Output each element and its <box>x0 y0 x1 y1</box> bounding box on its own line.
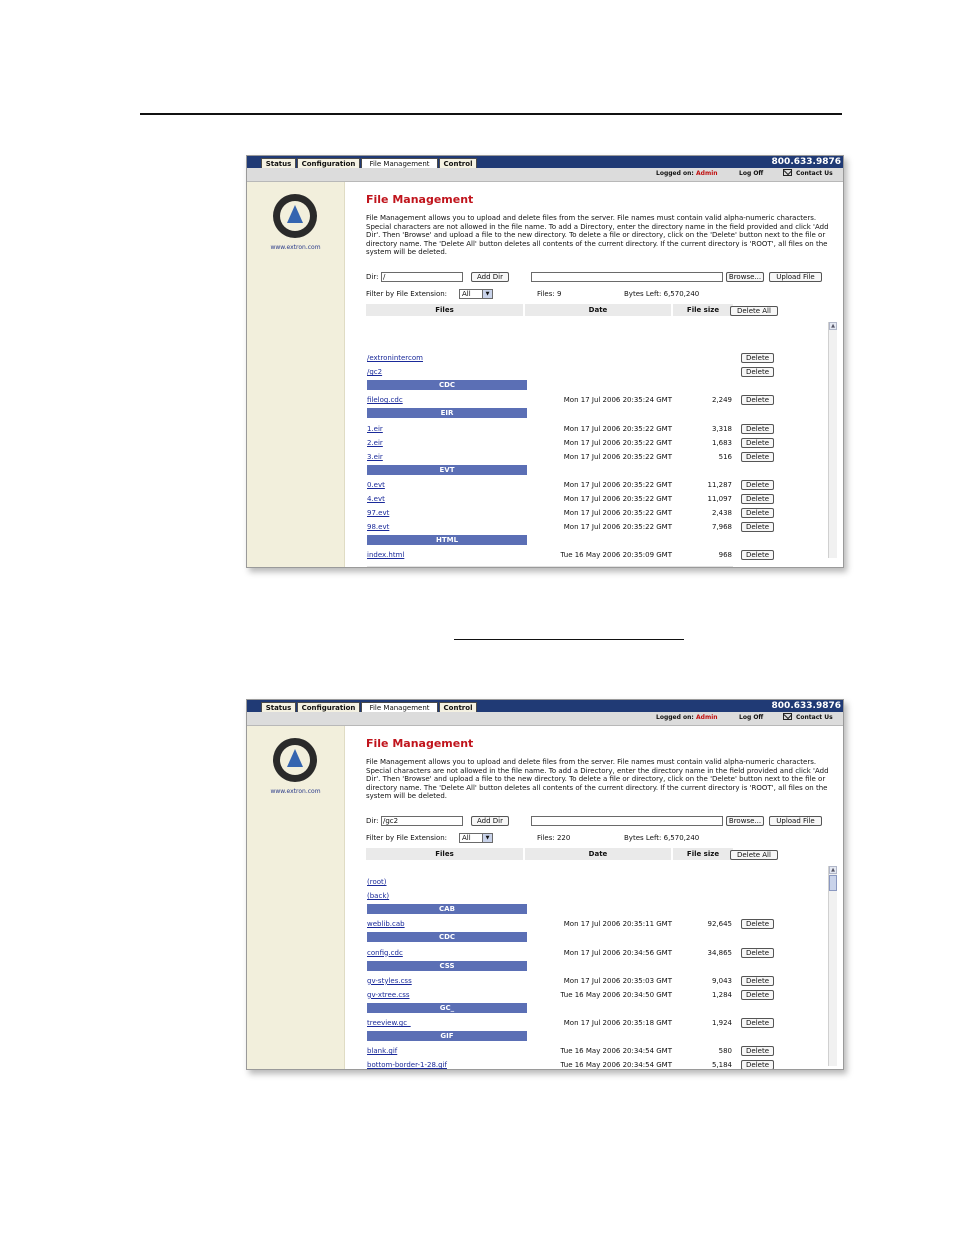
delete-button[interactable]: Delete <box>741 424 774 434</box>
column-header-date: Date <box>525 304 671 316</box>
delete-button[interactable]: Delete <box>741 367 774 377</box>
main-content <box>366 182 836 567</box>
delete-button[interactable]: Delete <box>741 550 774 560</box>
table-row <box>366 479 836 493</box>
extron-logo-icon <box>273 738 317 782</box>
file-date: Mon 17 Jul 2006 20:35:22 GMT <box>563 495 672 503</box>
website-link[interactable]: www.extron.com <box>270 788 321 795</box>
category-row <box>366 1003 836 1017</box>
page-description: File Management allows you to upload and delete files from the server. File names must contain valid alpha-numeric characters. Special characters are not allowed in the file name. To add a Directory, enter the directory name in the field provided and click 'Add Dir'. Then 'Browse' and upload a file to the new directory. To delete a file or directory, click on the 'Delete' button next to the file or directory name. The 'Delete All' button deletes all contents of the current directory. If the current directory is 'ROOT', all files on the system will be deleted. <box>366 214 829 256</box>
column-header-files: Files <box>366 848 523 860</box>
file-size: 11,287 <box>707 480 732 489</box>
bytes-left: Bytes Left: 6,570,240 <box>624 290 700 298</box>
file-size: 34,865 <box>707 948 732 957</box>
table-row <box>366 352 836 366</box>
table-row <box>366 366 836 380</box>
delete-button[interactable]: Delete <box>741 438 774 448</box>
category-row <box>366 932 836 946</box>
category-row <box>366 535 836 549</box>
file-size: 1,284 <box>711 990 732 999</box>
scroll-up-icon[interactable]: ▲ <box>829 866 837 874</box>
delete-all-button[interactable]: Delete All <box>730 306 778 316</box>
directory-nav-link[interactable]: (root) <box>367 878 387 886</box>
scroll-up-icon[interactable]: ▲ <box>829 322 837 330</box>
log-off-link[interactable]: Log Off <box>739 170 764 177</box>
table-row <box>366 1045 836 1059</box>
filter-label: Filter by File Extension: <box>366 290 448 298</box>
browse-button[interactable]: Browse... <box>726 816 764 826</box>
file-date: Tue 16 May 2006 20:34:50 GMT <box>560 990 672 999</box>
file-link[interactable]: 97.evt <box>367 509 390 518</box>
top-nav-bar <box>247 156 843 168</box>
main-content <box>366 726 836 1069</box>
log-off-link[interactable]: Log Off <box>739 714 764 721</box>
delete-button[interactable]: Delete <box>741 1018 774 1028</box>
tab-configuration[interactable]: Configuration <box>297 158 360 168</box>
table-row <box>366 394 836 408</box>
table-row <box>366 918 836 932</box>
table-row <box>366 507 836 521</box>
file-size: 5,184 <box>711 1061 732 1070</box>
table-row <box>366 437 836 451</box>
file-size: 2,249 <box>711 396 732 405</box>
status-bar <box>247 168 843 182</box>
column-header-date: Date <box>525 848 671 860</box>
file-date: Mon 17 Jul 2006 20:34:56 GMT <box>563 948 672 957</box>
tab-file-management[interactable]: File Management <box>361 702 438 712</box>
table-row <box>366 1059 836 1070</box>
browse-button[interactable]: Browse... <box>726 272 764 282</box>
delete-button[interactable]: Delete <box>741 353 774 363</box>
extron-logo-icon <box>273 194 317 238</box>
delete-all-button[interactable]: Delete All <box>730 850 778 860</box>
delete-button[interactable]: Delete <box>741 990 774 1000</box>
file-link[interactable]: treeview.gc_ <box>367 1019 411 1027</box>
sidebar <box>247 726 345 1069</box>
delete-button[interactable]: Delete <box>741 948 774 958</box>
logged-on-user: Admin <box>696 714 718 721</box>
category-label: CSS <box>367 961 527 971</box>
category-label: EVT <box>367 465 527 475</box>
file-link[interactable]: bottom-border-1-28.gif <box>367 1061 447 1070</box>
file-date: Mon 17 Jul 2006 20:35:22 GMT <box>563 523 672 532</box>
file-link[interactable]: /gc2 <box>367 368 383 377</box>
chevron-down-icon: ▼ <box>482 834 492 842</box>
nav-row <box>366 876 836 890</box>
table-row <box>366 549 836 563</box>
file-date: Tue 16 May 2006 20:35:09 GMT <box>560 551 672 560</box>
file-link[interactable]: /extronintercom <box>367 354 423 362</box>
file-link[interactable]: config.cdc <box>367 948 403 957</box>
file-link[interactable]: filelog.cdc <box>367 396 403 405</box>
file-link[interactable]: 1.eir <box>367 424 383 433</box>
file-link[interactable]: 4.evt <box>367 495 385 503</box>
table-row <box>366 493 836 507</box>
page-title: File Management <box>366 737 474 750</box>
file-list-scrollbar[interactable] <box>828 866 837 1066</box>
dir-input[interactable]: /gc2 <box>381 816 463 826</box>
file-date: Mon 17 Jul 2006 20:35:22 GMT <box>563 509 672 518</box>
file-date: Mon 17 Jul 2006 20:35:11 GMT <box>563 920 672 929</box>
delete-button[interactable]: Delete <box>741 1060 774 1070</box>
status-bar <box>247 712 843 726</box>
table-row <box>366 1017 836 1031</box>
file-date: Tue 16 May 2006 20:34:54 GMT <box>560 1061 672 1070</box>
filter-label: Filter by File Extension: <box>366 834 448 842</box>
upload-file-path-input[interactable] <box>531 272 723 282</box>
file-date: Mon 17 Jul 2006 20:35:22 GMT <box>563 424 672 433</box>
envelope-icon <box>783 713 792 720</box>
file-link[interactable]: weblib.cab <box>367 920 405 929</box>
table-row <box>366 451 836 465</box>
category-row <box>366 961 836 975</box>
file-size: 9,043 <box>711 976 732 985</box>
page-description: File Management allows you to upload and delete files from the server. File names must contain valid alpha-numeric characters. Special characters are not allowed in the file name. To add a Directory, enter the directory name in the field provided and click 'Add Dir'. Then 'Browse' and upload a file to the new directory. To delete a file or directory, click on the 'Delete' button next to the file or directory name. The 'Delete All' button deletes all contents of the current directory. If the current directory is 'ROOT', all files on the system will be deleted. <box>366 758 829 800</box>
file-size: 3,318 <box>711 424 732 433</box>
file-link[interactable]: gv-styles.css <box>367 976 412 985</box>
file-date: Mon 17 Jul 2006 20:35:18 GMT <box>563 1019 672 1027</box>
top-nav-bar <box>247 700 843 712</box>
delete-button[interactable]: Delete <box>741 976 774 986</box>
file-size: 516 <box>718 452 732 461</box>
file-size: 7,968 <box>711 523 732 532</box>
file-size: 968 <box>718 551 732 560</box>
category-row <box>366 380 836 394</box>
table-row <box>366 989 836 1003</box>
delete-button[interactable]: Delete <box>741 395 774 405</box>
category-label: CAB <box>367 904 527 914</box>
category-label: CDC <box>367 932 527 942</box>
delete-button[interactable]: Delete <box>741 1046 774 1056</box>
file-date: Mon 17 Jul 2006 20:35:22 GMT <box>563 452 672 461</box>
file-link[interactable]: 0.evt <box>367 480 385 489</box>
table-row <box>366 521 836 535</box>
file-size: 11,097 <box>707 495 732 503</box>
website-link[interactable]: www.extron.com <box>270 244 321 251</box>
page-rule-top <box>140 113 842 115</box>
envelope-icon <box>783 169 792 176</box>
filter-extension-select[interactable] <box>459 289 493 299</box>
screenshot-gc2-directory <box>246 699 844 1070</box>
tab-file-management[interactable]: File Management <box>361 158 438 168</box>
file-size: 580 <box>718 1047 732 1056</box>
file-link[interactable]: index.html <box>367 551 405 560</box>
delete-button[interactable]: Delete <box>741 919 774 929</box>
delete-button[interactable]: Delete <box>741 508 774 518</box>
delete-button[interactable]: Delete <box>741 452 774 462</box>
contact-us-link[interactable]: Contact Us <box>796 170 833 177</box>
column-header-file-size: File size <box>673 848 733 860</box>
file-date: Mon 17 Jul 2006 20:35:24 GMT <box>563 396 672 405</box>
tab-configuration[interactable]: Configuration <box>297 702 360 712</box>
column-header-files: Files <box>366 304 523 316</box>
scrollbar-thumb[interactable] <box>829 875 837 891</box>
tab-status[interactable]: Status <box>261 702 296 712</box>
phone-number: 800.633.9876 <box>771 157 841 167</box>
bytes-left: Bytes Left: 6,570,240 <box>624 834 700 842</box>
delete-button[interactable]: Delete <box>741 522 774 532</box>
file-size: 2,438 <box>711 509 732 518</box>
category-label: CDC <box>367 380 527 390</box>
sidebar <box>247 182 345 567</box>
table-row <box>366 423 836 437</box>
category-label: GC_ <box>367 1003 527 1013</box>
delete-button[interactable]: Delete <box>741 494 774 504</box>
category-row <box>366 1031 836 1045</box>
file-date: Mon 17 Jul 2006 20:35:22 GMT <box>563 480 672 489</box>
file-size: 92,645 <box>707 920 732 929</box>
files-count: Files: 220 <box>537 834 571 842</box>
dir-label: Dir: <box>366 273 379 281</box>
category-row <box>366 904 836 918</box>
add-dir-button[interactable]: Add Dir <box>471 272 509 282</box>
add-dir-button[interactable]: Add Dir <box>471 816 509 826</box>
file-date: Mon 17 Jul 2006 20:35:22 GMT <box>563 438 672 447</box>
chevron-down-icon: ▼ <box>482 290 492 298</box>
file-size: 1,683 <box>711 438 732 447</box>
contact-us-link[interactable]: Contact Us <box>796 714 833 721</box>
dir-label: Dir: <box>366 817 379 825</box>
file-link[interactable]: 3.eir <box>367 452 383 461</box>
nav-row <box>366 890 836 904</box>
logged-on-user: Admin <box>696 170 718 177</box>
tab-control[interactable]: Control <box>439 158 477 168</box>
phone-number: 800.633.9876 <box>771 701 841 711</box>
screenshot-root-directory <box>246 155 844 568</box>
category-row <box>366 465 836 479</box>
page-rule-middle <box>454 639 684 640</box>
filter-extension-value: All <box>462 834 471 842</box>
filter-extension-value: All <box>462 290 471 298</box>
category-label: HTML <box>367 535 527 545</box>
file-date: Mon 17 Jul 2006 20:35:03 GMT <box>563 976 672 985</box>
directory-nav-link[interactable]: (back) <box>367 892 390 901</box>
file-link[interactable]: gv-xtree.css <box>367 990 410 999</box>
upload-file-button[interactable]: Upload File <box>769 272 822 282</box>
file-link[interactable]: blank.gif <box>367 1047 398 1056</box>
upload-file-button[interactable]: Upload File <box>769 816 822 826</box>
file-list-scrollbar[interactable] <box>828 322 837 558</box>
file-link[interactable]: 98.evt <box>367 523 390 532</box>
list-footer-bar <box>367 566 733 569</box>
file-size: 1,924 <box>711 1019 732 1027</box>
column-header-file-size: File size <box>673 304 733 316</box>
page-title: File Management <box>366 193 474 206</box>
files-count: Files: 9 <box>537 290 562 298</box>
category-row <box>366 408 836 422</box>
logged-on-label: Logged on: <box>656 170 694 177</box>
dir-input[interactable]: / <box>381 272 463 282</box>
file-date: Tue 16 May 2006 20:34:54 GMT <box>560 1047 672 1056</box>
file-link[interactable]: 2.eir <box>367 438 383 447</box>
logged-on-label: Logged on: <box>656 714 694 721</box>
table-row <box>366 947 836 961</box>
category-label: GIF <box>367 1031 527 1041</box>
delete-button[interactable]: Delete <box>741 480 774 490</box>
category-label: EIR <box>367 408 527 418</box>
tab-control[interactable]: Control <box>439 702 477 712</box>
upload-file-path-input[interactable] <box>531 816 723 826</box>
tab-status[interactable]: Status <box>261 158 296 168</box>
filter-extension-select[interactable] <box>459 833 493 843</box>
table-row <box>366 975 836 989</box>
